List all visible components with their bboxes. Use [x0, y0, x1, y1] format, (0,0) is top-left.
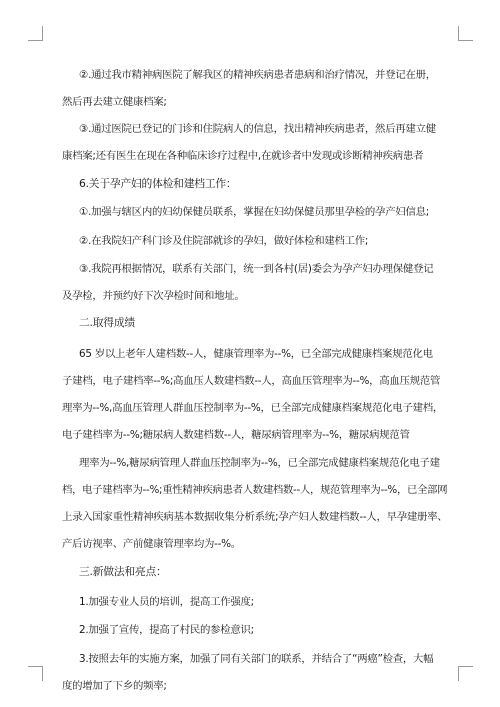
- text-line: 及孕检，并预约好下次孕检时间和地址。: [62, 290, 245, 302]
- text-line: 电子建档率为--%;糖尿病人数建档数--人，糖尿病管理率为--%，糖尿病规范管: [62, 429, 410, 441]
- text-line: 理率为--%,糖尿病管理人群血压控制率为--%，已全部完成健康档案规范化电子建: [79, 457, 440, 469]
- text-line: 上录入国家重性精神疾病基本数据收集分析系统;孕产妇人数建档数--人，早孕建册率、: [62, 511, 448, 523]
- text-line: ②.在我院妇产科门诊及住院部就诊的孕妇，做好体检和建档工作;: [79, 235, 369, 247]
- text-line: 度的增加了下乡的频率;: [62, 680, 167, 692]
- text-line: 子建档，电子建档率--%;高血压人数建档数--人，高血压管理率为--%，高血压规范管: [62, 375, 441, 387]
- text-line: 康档案;还有医生在现在各种临床诊疗过程中,在就诊者中发现或诊断精神疾病患者: [62, 150, 424, 162]
- text-line: 1.加强专业人员的培训，提高工作强度;: [79, 596, 254, 608]
- crop-mark-bottom-left: [28, 666, 43, 681]
- text-line: 65 岁以上老年人建档数--人，健康管理率为--%，已全部完成健康档案规范化电: [79, 348, 433, 360]
- text-line: 档，电子建档率为--%;重性精神疾病患者人数建档数--人，规范管理率为--%，已全部网: [62, 484, 448, 496]
- text-line: 产后访视率、产前健康管理率均为--%。: [62, 538, 241, 550]
- text-line: 然后再去建立健康档案;: [62, 96, 167, 108]
- crop-mark-top-right: [458, 26, 473, 41]
- text-line: 3.按照去年的实施方案，加强了同有关部门的联系，并结合了“两癌”检查，大幅: [79, 653, 434, 665]
- text-line: 理率为--%,高血压管理人群血压控制率为--%，已全部完成健康档案规范化电子建档，: [62, 402, 444, 414]
- text-line: ①.加强与辖区内的妇幼保健员联系，掌握在妇幼保健员那里孕检的孕产妇信息;: [79, 206, 430, 218]
- section-heading: 6.关于孕产妇的体检和建档工作：: [79, 177, 237, 190]
- crop-mark-bottom-right: [458, 666, 473, 681]
- section-heading: 二.取得成绩: [79, 316, 135, 329]
- text-line: ②.通过我市精神病医院了解我区的精神疾病患者患病和治疗情况，并登记在册，: [79, 69, 436, 81]
- text-line: ③.通过医院已登记的门诊和住院病人的信息，找出精神疾病患者，然后再建立健: [79, 123, 436, 135]
- crop-mark-top-left: [28, 26, 43, 41]
- text-line: 2.加强了宣传，提高了村民的参检意识;: [79, 624, 254, 636]
- text-line: ③.我院再根据情况，联系有关部门，统一到各村(居)委会为孕产妇办理保健登记: [79, 263, 434, 275]
- section-heading: 三.新做法和亮点：: [79, 565, 167, 578]
